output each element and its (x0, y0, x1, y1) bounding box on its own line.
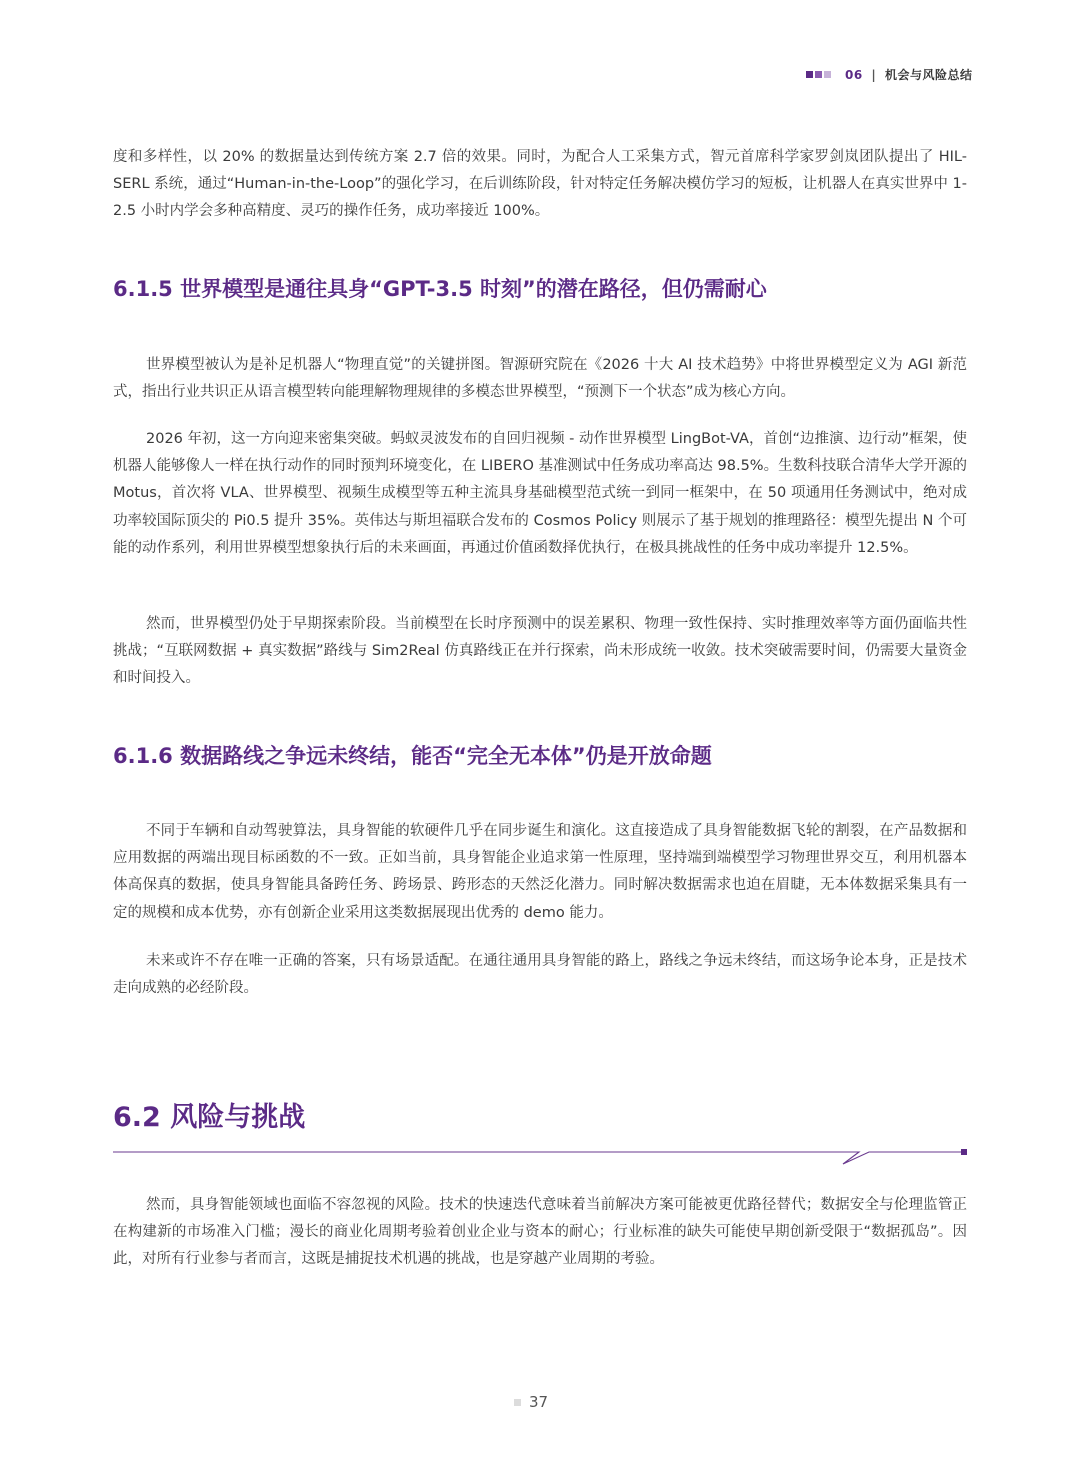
footer-square-icon (514, 1399, 521, 1406)
section-6-1-6-heading: 6.1.6 数据路线之争远未终结，能否“完全无本体”仍是开放命题 (113, 744, 712, 768)
section-6-1-5-paragraph-2: 2026 年初，这一方向迎来密集突破。蚂蚁灵波发布的自回归视频 - 动作世界模型 LingBot-VA，首创“边推演、边行动”框架，使机器人能够像人一样在执行动作的同时预判环境变化，在 LIBERO 基准测试中任务成功率高达 98.5%。生数科技联合清华大学开源的 Motus，首次将 VLA、世界模型、视频生成模型等五种主流具身基础模型范式统一到同一框架中，在 50 项通用任务测试中，绝对成功率较国际顶尖的 Pi0.5 提升 35%。英伟达与斯坦福联合发布的 Cosmos Policy 则展示了基于规划的推理路径：模型先提出 N 个可能的动作系列，利用世界模型想象执行后的未来画面，再通过价值函数择优执行，在极具挑战性的任务中成功率提升 12.5%。 (113, 431, 967, 556)
chapter-title: 机会与风险总结 (884, 68, 973, 82)
chapter-number: 06 (845, 68, 863, 82)
page-number: 37 (529, 1393, 549, 1411)
section-6-2-heading: 6.2 风险与挑战 (113, 1102, 306, 1133)
section-6-1-6-paragraph-1: 不同于车辆和自动驾驶算法，具身智能的软硬件几乎在同步诞生和演化。这直接造成了具身智能数据飞轮的割裂，在产品数据和应用数据的两端出现目标函数的不一致。正如当前，具身智能企业追求第一性原理，坚持端到端模型学习物理世界交互，利用机器本体高保真的数据，使具身智能具备跨任务、跨场景、跨形态的天然泛化潜力。同时解决数据需求也迫在眉睫，无本体数据采集具有一定的规模和成本优势，亦有创新企业采用这类数据展现出优秀的 demo 能力。 (113, 823, 967, 921)
section-divider (113, 1143, 969, 1167)
section-6-2-paragraph: 然而，具身智能领域也面临不容忽视的风险。技术的快速迭代意味着当前解决方案可能被更优路径替代；数据安全与伦理监管正在构建新的市场准入门槛；漫长的商业化周期考验着创业企业与资本的耐心；行业标准的缺失可能使早期创新受限于“数据孤岛”。因此，对所有行业参与者而言，这既是捕捉技术机遇的挑战，也是穿越产业周期的考验。 (113, 1197, 967, 1268)
page-footer (514, 1393, 548, 1411)
section-6-1-6-paragraph-2: 未来或许不存在唯一正确的答案，只有场景适配。在通往通用具身智能的路上，路线之争远未终结，而这场争论本身，正是技术走向成熟的必经阶段。 (113, 953, 967, 997)
intro-paragraph: 度和多样性，以 20% 的数据量达到传统方案 2.7 倍的效果。同时，为配合人工采集方式，智元首席科学家罗剑岚团队提出了 HIL-SERL 系统，通过“Human-in-the-Loop”的强化学习，在后训练阶段，针对特定任务解决模仿学习的短板，让机器人在真实世界中 1-2.5 小时内学会多种高精度、灵巧的操作任务，成功率接近 100%。 (113, 149, 967, 220)
section-6-1-5-heading: 6.1.5 世界模型是通往具身“GPT-3.5 时刻”的潜在路径，但仍需耐心 (113, 277, 767, 301)
header-squares-icon (806, 71, 831, 78)
chapter-label (845, 66, 972, 83)
page-header (806, 66, 972, 83)
section-6-1-5-paragraph-1: 世界模型被认为是补足机器人“物理直觉”的关键拼图。智源研究院在《2026 十大 AI 技术趋势》中将世界模型定义为 AGI 新范式，指出行业共识正从语言模型转向能理解物理规律的多模态世界模型，“预测下一个状态”成为核心方向。 (113, 357, 967, 401)
section-6-1-5-paragraph-3: 然而，世界模型仍处于早期探索阶段。当前模型在长时序预测中的误差累积、物理一致性保持、实时推理效率等方面仍面临共性挑战；“互联网数据 + 真实数据”路线与 Sim2Real 仿真路线正在并行探索，尚未形成统一收敛。技术突破需要时间，仍需要大量资金和时间投入。 (113, 616, 967, 687)
chapter-separator: | (871, 68, 877, 82)
